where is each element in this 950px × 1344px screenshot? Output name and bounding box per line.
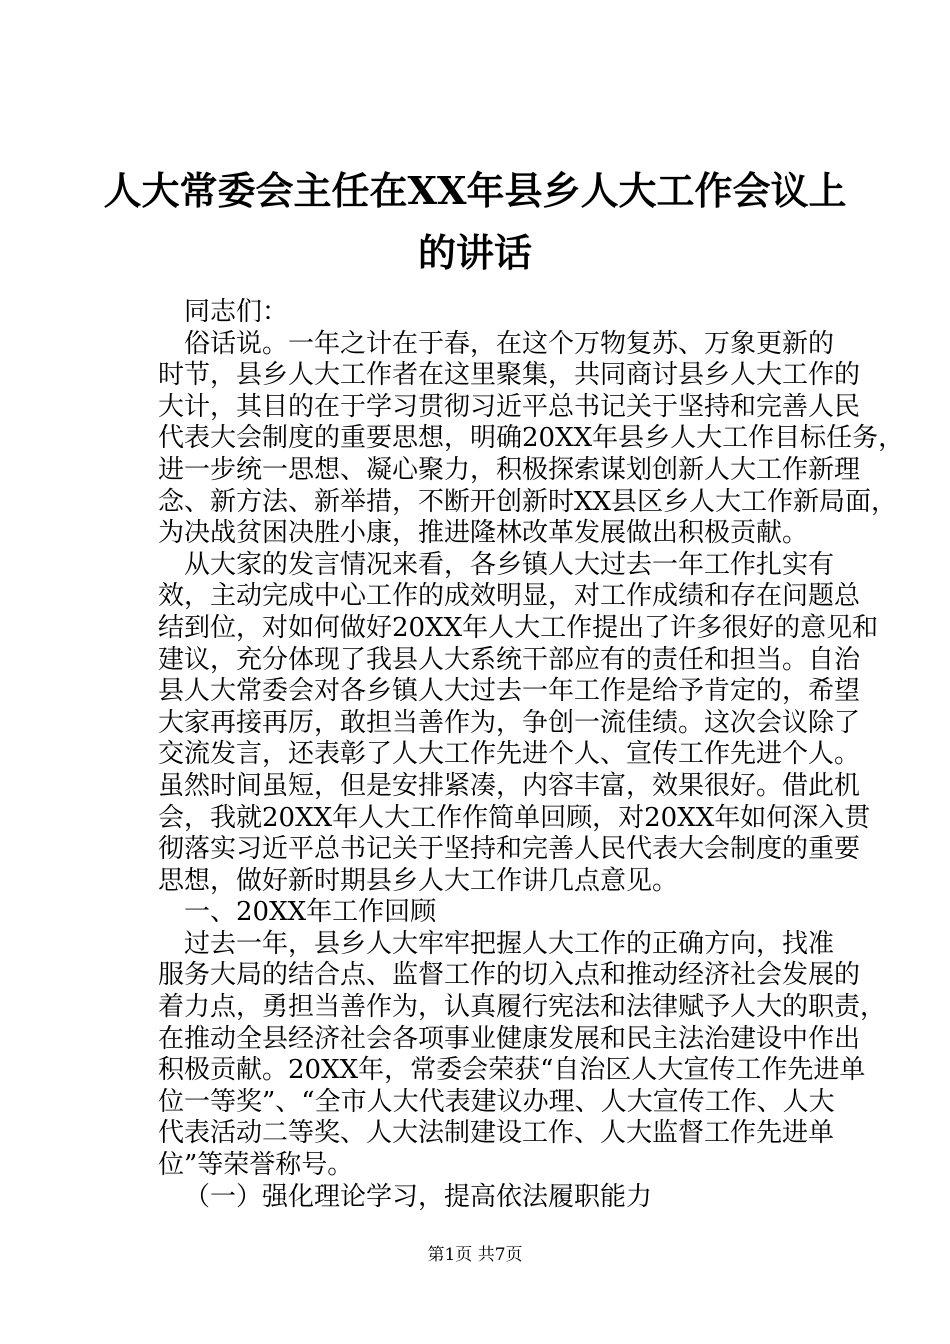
body-line: 虽然时间虽短，但是安排紧凑，内容丰富，效果很好。借此机 [158, 770, 861, 801]
body-line: 代表大会制度的重要思想，明确20XX年县乡人大工作目标任务， [158, 423, 905, 454]
body-line: 大计，其目的在于学习贯彻习近平总书记关于坚持和完善人民 [158, 391, 861, 422]
body-line: 交流发言，还表彰了人大工作先进个人、宣传工作先进个人。 [158, 739, 861, 770]
body-line: 大家再接再厉，敢担当善作为，争创一流佳绩。这次会议除了 [158, 707, 861, 738]
title-line-1: 人大常委会主任在XX年县乡人大工作会议上 [103, 168, 847, 213]
body-line: 在推动全县经济社会各项事业健康发展和民主法治建设中作出 [158, 1023, 861, 1054]
title-line-2: 的讲话 [417, 230, 532, 275]
body-line: 一、20XX年工作回顾 [184, 897, 437, 928]
body-line: 过去一年，县乡人大牢牢把握人大工作的正确方向，找准 [184, 928, 835, 959]
body-line: 积极贡献。20XX年，常委会荣获“自治区人大宣传工作先进单 [158, 1055, 866, 1086]
body-line: 效，主动完成中心工作的成效明显，对工作成绩和存在问题总 [158, 581, 861, 612]
body-line: 代表活动二等奖、人大法制建设工作、人大监督工作先进单 [158, 1118, 835, 1149]
body-line: 从大家的发言情况来看，各乡镇人大过去一年工作扎实有 [184, 549, 835, 580]
body-line: 会，我就20XX年人大工作作简单回顾，对20XX年如何深入贯 [158, 802, 871, 833]
body-line: 彻落实习近平总书记关于坚持和完善人民代表大会制度的重要 [158, 834, 861, 865]
body-line: 为决战贫困决胜小康，推进隆林改革发展做出积极贡献。 [158, 518, 809, 549]
body-line: 思想，做好新时期县乡人大工作讲几点意见。 [158, 865, 679, 896]
body-line: 俗话说。一年之计在于春，在这个万物复苏、万象更新的 [184, 328, 835, 359]
body-line: 着力点，勇担当善作为，认真履行宪法和法律赋予人大的职责， [158, 992, 887, 1023]
body-line: 建议，充分体现了我县人大系统干部应有的责任和担当。自治 [158, 644, 861, 675]
document-body [158, 297, 905, 1213]
body-line: 位”等荣誉称号。 [158, 1150, 354, 1181]
body-line: 同志们： [184, 297, 289, 327]
body-line: （一）强化理论学习，提高依法履职能力 [184, 1181, 653, 1212]
document-title [100, 160, 850, 284]
body-line: 服务大局的结合点、监督工作的切入点和推动经济社会发展的 [158, 960, 861, 991]
body-line: 位一等奖”、“全市人大代表建议办理、人大宣传工作、人大 [158, 1086, 835, 1117]
body-line: 时节，县乡人大工作者在这里聚集，共同商讨县乡人大工作的 [158, 360, 861, 391]
body-line: 结到位，对如何做好20XX年人大工作提出了许多很好的意见和 [158, 612, 879, 643]
body-line: 县人大常委会对各乡镇人大过去一年工作是给予肯定的，希望 [158, 676, 861, 707]
page-footer: 第1页 共7页 [427, 1245, 523, 1265]
body-line: 念、新方法、新举措，不断开创新时XX县区乡人大工作新局面， [158, 486, 898, 517]
body-line: 进一步统一思想、凝心聚力，积极探索谋划创新人大工作新理 [158, 454, 861, 485]
